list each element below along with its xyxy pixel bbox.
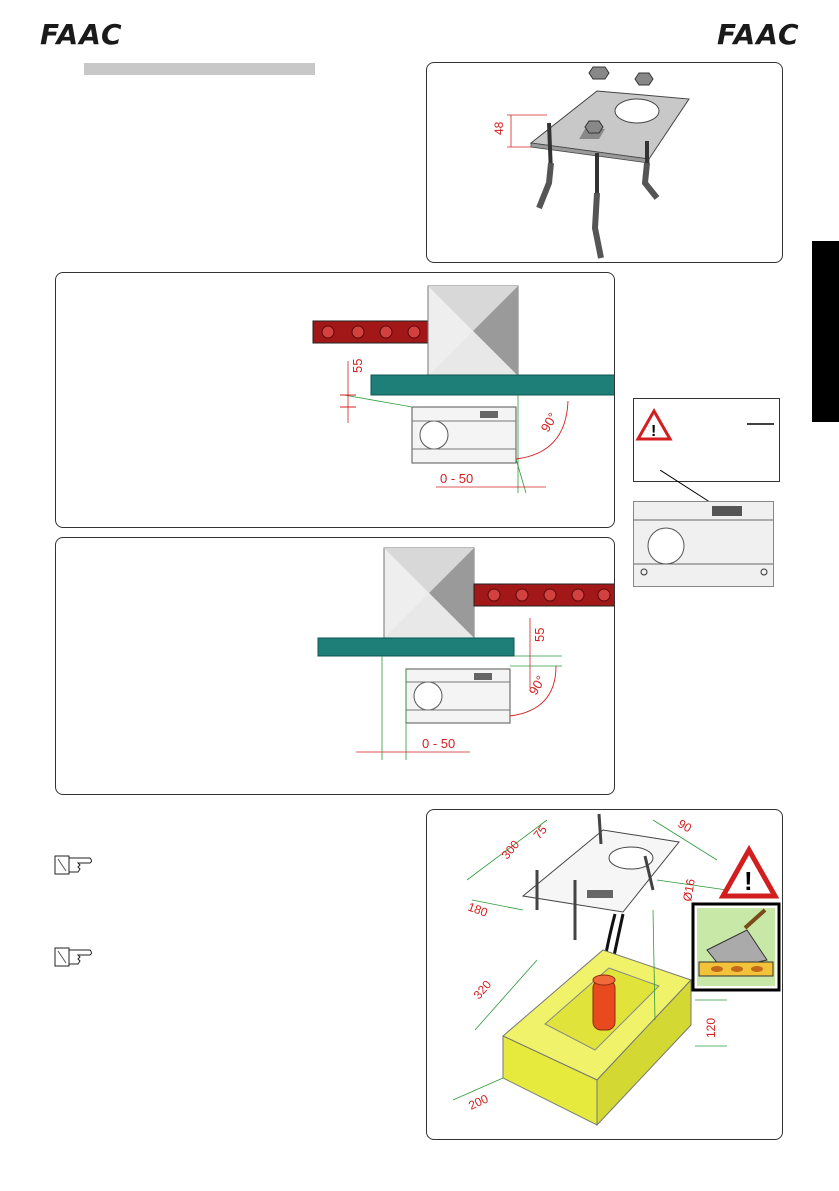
language-side-tab: [812, 241, 839, 422]
pointing-hand-icon: [54, 945, 94, 969]
dim-300-label: 300: [498, 837, 523, 862]
right-dim-55-label: 55: [350, 358, 365, 373]
foundation-plate-figure: [426, 62, 783, 263]
left-installation-figure: [55, 537, 615, 795]
dim-120-label: 120: [704, 1017, 718, 1038]
right-angle-label: 90°: [537, 409, 561, 435]
dim-180-label: 180: [465, 899, 490, 920]
right-installation-drawing: [56, 273, 615, 528]
svg-text:!: !: [651, 423, 657, 440]
pointing-hand-icon: [54, 853, 94, 877]
dim-200-label: 200: [466, 1091, 491, 1113]
faac-logo-left: FAAC: [40, 18, 123, 51]
right-dim-range-label: 0 - 50: [440, 471, 474, 486]
foundation-plate-drawing: [427, 63, 783, 263]
left-dim-range-label: 0 - 50: [422, 736, 456, 751]
svg-text:!: !: [744, 866, 753, 896]
spirit-level-icon: [699, 962, 773, 976]
dim-48-label: 48: [492, 121, 506, 135]
left-dim-55-label: 55: [532, 627, 547, 642]
dim-320-label: 320: [470, 977, 495, 1002]
faac-logo-right: FAAC: [717, 18, 800, 51]
dim-90-label: 90: [675, 816, 695, 836]
left-installation-drawing: [56, 538, 615, 795]
warning-icon: [723, 850, 775, 896]
foundation-box-figure: [426, 809, 783, 1140]
plate-detail-figure: [633, 501, 774, 587]
right-installation-figure: [55, 272, 615, 528]
section-title-bar: [84, 63, 315, 75]
foundation-box-drawing: [427, 810, 783, 1140]
dim-16-label: Ø16: [680, 877, 698, 903]
dim-75-label: 75: [530, 822, 550, 842]
left-angle-label: 90°: [525, 672, 549, 698]
trowel-icon: [693, 904, 779, 990]
